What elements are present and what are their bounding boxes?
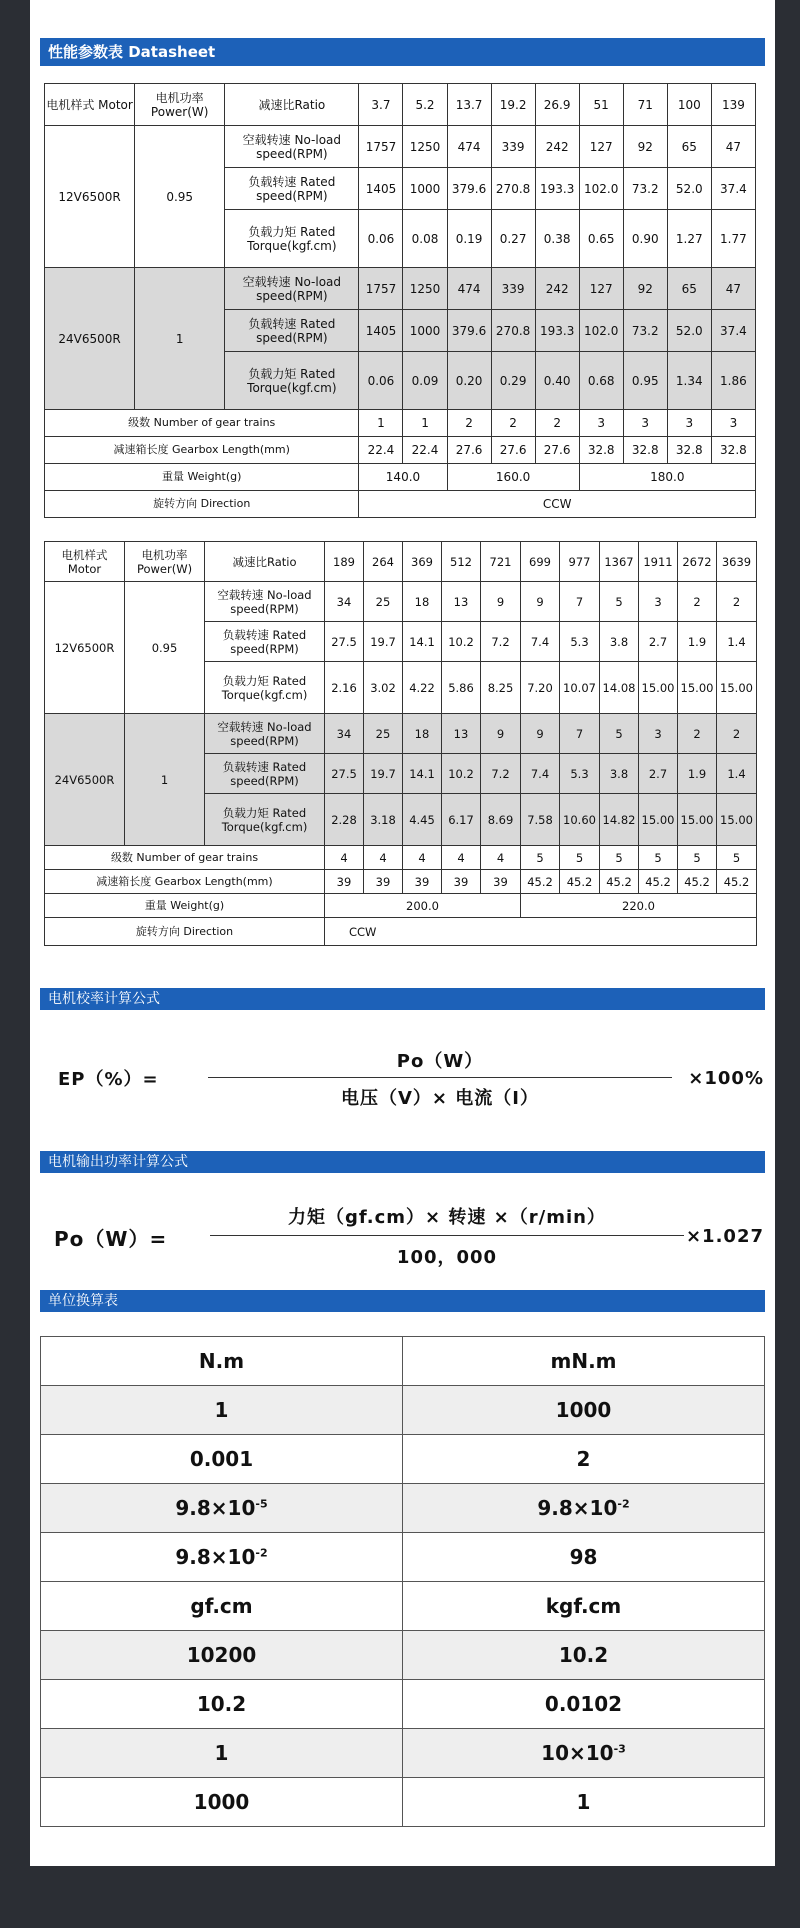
header-ratio: 减速比Ratio bbox=[225, 84, 359, 126]
value-cell: 7.2 bbox=[481, 754, 521, 794]
motor-12v-power: 0.95 bbox=[135, 126, 225, 268]
value-cell: 27.6 bbox=[447, 437, 491, 464]
weight-cell: 160.0 bbox=[447, 464, 579, 491]
header-power: 电机功率 Power(W) bbox=[125, 542, 205, 582]
value-cell: 14.1 bbox=[403, 622, 442, 662]
value-cell: 5.3 bbox=[560, 754, 600, 794]
unit-row bbox=[41, 1533, 765, 1582]
efficiency-formula-multiplier: ×100% bbox=[688, 1068, 764, 1089]
value-cell: 14.1 bbox=[403, 754, 442, 794]
value-cell: 39 bbox=[481, 870, 521, 894]
value-cell: 1.9 bbox=[678, 754, 717, 794]
value-cell: 27.5 bbox=[325, 622, 364, 662]
value-cell: 193.3 bbox=[535, 310, 579, 352]
value-cell: 4 bbox=[403, 846, 442, 870]
exponent: -2 bbox=[255, 1546, 268, 1560]
value-cell: 0.06 bbox=[359, 352, 403, 410]
value-cell: 19.7 bbox=[364, 622, 403, 662]
value-cell: 0.08 bbox=[403, 210, 447, 268]
datasheet-banner: 性能参数表 Datasheet bbox=[40, 38, 765, 66]
value-cell: 39 bbox=[325, 870, 364, 894]
value-cell: 52.0 bbox=[667, 168, 711, 210]
value-cell: 52.0 bbox=[667, 310, 711, 352]
value-cell: 9 bbox=[521, 714, 560, 754]
direction-cell: CCW bbox=[359, 491, 756, 518]
exponent: -2 bbox=[617, 1497, 630, 1511]
value-cell: 65 bbox=[667, 268, 711, 310]
value-cell: 92 bbox=[623, 126, 667, 168]
unit-row bbox=[41, 1582, 765, 1631]
value-cell: 1.27 bbox=[667, 210, 711, 268]
value-cell: 14.08 bbox=[600, 662, 639, 714]
output-power-formula-banner: 电机输出功率计算公式 bbox=[40, 1151, 765, 1173]
unit-cell: $9.8\times 10^{-2}$ bbox=[403, 1484, 765, 1533]
efficiency-formula-banner: 电机校率计算公式 bbox=[40, 988, 765, 1010]
label-direction: 旋转方向 Direction bbox=[45, 918, 325, 946]
value-cell: 3 bbox=[639, 714, 678, 754]
value-cell: 474 bbox=[447, 268, 491, 310]
label-direction: 旋转方向 Direction bbox=[45, 491, 359, 518]
value-cell: 1757 bbox=[359, 268, 403, 310]
value-cell: 15.00 bbox=[639, 662, 678, 714]
value-cell: 7.58 bbox=[521, 794, 560, 846]
label-rated: 负载转速 Rated speed(RPM) bbox=[205, 622, 325, 662]
value-cell: 3 bbox=[623, 410, 667, 437]
value-cell: 2 bbox=[491, 410, 535, 437]
ratio-cell: 3639 bbox=[717, 542, 757, 582]
header-motor: 电机样式 Motor bbox=[45, 84, 135, 126]
ratio-cell: 3.7 bbox=[359, 84, 403, 126]
label-rated: 负载转速 Rated speed(RPM) bbox=[225, 168, 359, 210]
value-cell: 9 bbox=[481, 582, 521, 622]
value-cell: 19.7 bbox=[364, 754, 403, 794]
value-cell: 45.2 bbox=[678, 870, 717, 894]
label-rated: 负载转速 Rated speed(RPM) bbox=[225, 310, 359, 352]
value-cell: 474 bbox=[447, 126, 491, 168]
value-cell: 5.86 bbox=[442, 662, 481, 714]
output-formula-lhs: Po（W）= bbox=[54, 1227, 168, 1251]
value-cell: 1 bbox=[403, 410, 447, 437]
ratio-cell: 5.2 bbox=[403, 84, 447, 126]
value-cell: 1405 bbox=[359, 310, 403, 352]
value-cell: 15.00 bbox=[678, 662, 717, 714]
value-cell: 39 bbox=[403, 870, 442, 894]
ratio-cell: 977 bbox=[560, 542, 600, 582]
unit-cell: N.m bbox=[41, 1337, 403, 1386]
value-cell: 73.2 bbox=[623, 310, 667, 352]
value-cell: 270.8 bbox=[491, 168, 535, 210]
value-cell: 3.8 bbox=[600, 754, 639, 794]
value-cell: 3.8 bbox=[600, 622, 639, 662]
efficiency-formula-denominator: 电压（V）× 电流（I） bbox=[341, 1088, 539, 1109]
value-cell: 1250 bbox=[403, 126, 447, 168]
motor-12v-name: 12V6500R bbox=[45, 126, 135, 268]
value-cell: 8.69 bbox=[481, 794, 521, 846]
unit-row bbox=[41, 1680, 765, 1729]
unit-cell: 1000 bbox=[403, 1386, 765, 1435]
value-cell: 0.68 bbox=[579, 352, 623, 410]
value-cell: 10.07 bbox=[560, 662, 600, 714]
value-cell: 0.19 bbox=[447, 210, 491, 268]
value-cell: 45.2 bbox=[717, 870, 757, 894]
value-cell: 39 bbox=[364, 870, 403, 894]
value-cell: 32.8 bbox=[579, 437, 623, 464]
value-cell: 2.16 bbox=[325, 662, 364, 714]
output-formula-denominator: 100，000 bbox=[396, 1247, 498, 1268]
value-cell: 18 bbox=[403, 582, 442, 622]
value-cell: 45.2 bbox=[639, 870, 678, 894]
value-cell: 2.28 bbox=[325, 794, 364, 846]
exponent: -3 bbox=[613, 1742, 626, 1756]
value-cell: 7 bbox=[560, 582, 600, 622]
value-cell: 0.65 bbox=[579, 210, 623, 268]
value-cell: 37.4 bbox=[711, 168, 755, 210]
unit-cell: 1 bbox=[41, 1729, 403, 1778]
header-power: 电机功率 Power(W) bbox=[135, 84, 225, 126]
value-cell: 0.29 bbox=[491, 352, 535, 410]
value-cell: 1.9 bbox=[678, 622, 717, 662]
value-cell: 5.3 bbox=[560, 622, 600, 662]
label-noload: 空载转速 No-load speed(RPM) bbox=[225, 126, 359, 168]
value-cell: 3 bbox=[579, 410, 623, 437]
motor-12v-power: 0.95 bbox=[125, 582, 205, 714]
value-cell: 0.38 bbox=[535, 210, 579, 268]
value-cell: 0.27 bbox=[491, 210, 535, 268]
value-cell: 1250 bbox=[403, 268, 447, 310]
value-cell: 1.4 bbox=[717, 622, 757, 662]
ratio-cell: 512 bbox=[442, 542, 481, 582]
ratio-cell: 19.2 bbox=[491, 84, 535, 126]
datasheet-page bbox=[30, 0, 775, 1866]
value-cell: 7.4 bbox=[521, 622, 560, 662]
value-cell: 34 bbox=[325, 714, 364, 754]
unit-cell: gf.cm bbox=[41, 1582, 403, 1631]
value-cell: 0.40 bbox=[535, 352, 579, 410]
value-cell: 45.2 bbox=[600, 870, 639, 894]
value-cell: 25 bbox=[364, 714, 403, 754]
label-torque: 负载力矩 Rated Torque(kgf.cm) bbox=[225, 352, 359, 410]
value-cell: 10.60 bbox=[560, 794, 600, 846]
value-cell: 5 bbox=[600, 582, 639, 622]
unit-cell: 1 bbox=[41, 1386, 403, 1435]
value-cell: 7.20 bbox=[521, 662, 560, 714]
value-cell: 15.00 bbox=[717, 794, 757, 846]
unit-conversion-table bbox=[40, 1336, 765, 1827]
value-cell: 1757 bbox=[359, 126, 403, 168]
value-cell: 22.4 bbox=[359, 437, 403, 464]
value-cell: 1.34 bbox=[667, 352, 711, 410]
unit-cell: 0.001 bbox=[41, 1435, 403, 1484]
value-cell: 15.00 bbox=[678, 794, 717, 846]
label-noload: 空载转速 No-load speed(RPM) bbox=[225, 268, 359, 310]
motor-24v-power: 1 bbox=[125, 714, 205, 846]
value-cell: 45.2 bbox=[560, 870, 600, 894]
unit-cell: 10200 bbox=[41, 1631, 403, 1680]
value-cell: 4 bbox=[325, 846, 364, 870]
value-cell: 3.18 bbox=[364, 794, 403, 846]
value-cell: 379.6 bbox=[447, 310, 491, 352]
ratio-cell: 721 bbox=[481, 542, 521, 582]
label-weight: 重量 Weight(g) bbox=[45, 894, 325, 918]
value-cell: 0.95 bbox=[623, 352, 667, 410]
value-cell: 2.7 bbox=[639, 754, 678, 794]
value-cell: 47 bbox=[711, 268, 755, 310]
value-cell: 9 bbox=[521, 582, 560, 622]
label-torque: 负载力矩 Rated Torque(kgf.cm) bbox=[205, 662, 325, 714]
value-cell: 1.4 bbox=[717, 754, 757, 794]
value-cell: 5 bbox=[560, 846, 600, 870]
output-formula-numerator: 力矩（gf.cm）× 转速 ×（r/min） bbox=[288, 1207, 606, 1228]
value-cell: 2 bbox=[678, 582, 717, 622]
value-cell: 193.3 bbox=[535, 168, 579, 210]
value-cell: 270.8 bbox=[491, 310, 535, 352]
efficiency-formula-numerator: Po（W） bbox=[396, 1051, 484, 1072]
value-cell: 32.8 bbox=[667, 437, 711, 464]
value-cell: 127 bbox=[579, 126, 623, 168]
value-cell: 22.4 bbox=[403, 437, 447, 464]
label-gearbox-length: 减速箱长度 Gearbox Length(mm) bbox=[45, 437, 359, 464]
value-cell: 2 bbox=[678, 714, 717, 754]
value-cell: 2 bbox=[535, 410, 579, 437]
ratio-cell: 100 bbox=[667, 84, 711, 126]
value-cell: 2 bbox=[447, 410, 491, 437]
unit-cell: $9.8\times 10^{-5}$ bbox=[41, 1484, 403, 1533]
value-cell: 73.2 bbox=[623, 168, 667, 210]
value-cell: 102.0 bbox=[579, 168, 623, 210]
unit-cell: $10\times 10^{-3}$ bbox=[403, 1729, 765, 1778]
label-torque: 负载力矩 Rated Torque(kgf.cm) bbox=[225, 210, 359, 268]
unit-cell: 2 bbox=[403, 1435, 765, 1484]
value-cell: 3.02 bbox=[364, 662, 403, 714]
value-cell: 0.90 bbox=[623, 210, 667, 268]
value-cell: 65 bbox=[667, 126, 711, 168]
value-cell: 3 bbox=[639, 582, 678, 622]
ratio-cell: 264 bbox=[364, 542, 403, 582]
ratio-cell: 369 bbox=[403, 542, 442, 582]
unit-row bbox=[41, 1337, 765, 1386]
value-cell: 1 bbox=[359, 410, 403, 437]
output-formula-fraction-line bbox=[210, 1235, 684, 1236]
value-cell: 27.5 bbox=[325, 754, 364, 794]
value-cell: 127 bbox=[579, 268, 623, 310]
label-gearbox-length: 减速箱长度 Gearbox Length(mm) bbox=[45, 870, 325, 894]
value-cell: 242 bbox=[535, 126, 579, 168]
value-cell: 1.86 bbox=[711, 352, 755, 410]
value-cell: 4 bbox=[442, 846, 481, 870]
value-cell: 47 bbox=[711, 126, 755, 168]
label-torque: 负载力矩 Rated Torque(kgf.cm) bbox=[205, 794, 325, 846]
value-cell: 5 bbox=[600, 846, 639, 870]
value-cell: 4.22 bbox=[403, 662, 442, 714]
value-cell: 13 bbox=[442, 714, 481, 754]
unit-row bbox=[41, 1435, 765, 1484]
value-cell: 7 bbox=[560, 714, 600, 754]
unit-conversion-banner: 单位换算表 bbox=[40, 1290, 765, 1312]
label-gear-trains: 级数 Number of gear trains bbox=[45, 846, 325, 870]
label-rated: 负载转速 Rated speed(RPM) bbox=[205, 754, 325, 794]
ratio-cell: 26.9 bbox=[535, 84, 579, 126]
value-cell: 15.00 bbox=[639, 794, 678, 846]
ratio-cell: 1911 bbox=[639, 542, 678, 582]
efficiency-formula-fraction-line bbox=[208, 1077, 672, 1078]
unit-cell: $9.8\times 10^{-2}$ bbox=[41, 1533, 403, 1582]
value-cell: 10.2 bbox=[442, 754, 481, 794]
ratio-cell: 2672 bbox=[678, 542, 717, 582]
datasheet-table-2 bbox=[44, 541, 757, 946]
motor-24v-name: 24V6500R bbox=[45, 268, 135, 410]
value-cell: 5 bbox=[639, 846, 678, 870]
ratio-cell: 699 bbox=[521, 542, 560, 582]
value-cell: 339 bbox=[491, 268, 535, 310]
unit-cell: 10.2 bbox=[41, 1680, 403, 1729]
value-cell: 102.0 bbox=[579, 310, 623, 352]
ratio-cell: 51 bbox=[579, 84, 623, 126]
value-cell: 25 bbox=[364, 582, 403, 622]
value-cell: 1000 bbox=[403, 310, 447, 352]
value-cell: 5 bbox=[717, 846, 757, 870]
value-cell: 37.4 bbox=[711, 310, 755, 352]
value-cell: 13 bbox=[442, 582, 481, 622]
value-cell: 5 bbox=[600, 714, 639, 754]
unit-cell: 1 bbox=[403, 1778, 765, 1827]
motor-24v-name: 24V6500R bbox=[45, 714, 125, 846]
unit-cell: kgf.cm bbox=[403, 1582, 765, 1631]
efficiency-formula-lhs: EP（%）= bbox=[58, 1069, 159, 1090]
weight-cell: 140.0 bbox=[359, 464, 447, 491]
value-cell: 92 bbox=[623, 268, 667, 310]
value-cell: 0.20 bbox=[447, 352, 491, 410]
value-cell: 10.2 bbox=[442, 622, 481, 662]
unit-row bbox=[41, 1778, 765, 1827]
value-cell: 7.2 bbox=[481, 622, 521, 662]
ratio-cell: 189 bbox=[325, 542, 364, 582]
unit-cell: 98 bbox=[403, 1533, 765, 1582]
value-cell: 34 bbox=[325, 582, 364, 622]
ratio-cell: 1367 bbox=[600, 542, 639, 582]
ratio-cell: 13.7 bbox=[447, 84, 491, 126]
value-cell: 32.8 bbox=[711, 437, 755, 464]
value-cell: 2.7 bbox=[639, 622, 678, 662]
label-gear-trains: 级数 Number of gear trains bbox=[45, 410, 359, 437]
unit-cell: mN.m bbox=[403, 1337, 765, 1386]
value-cell: 5 bbox=[521, 846, 560, 870]
weight-cell: 200.0 bbox=[325, 894, 521, 918]
value-cell: 27.6 bbox=[535, 437, 579, 464]
value-cell: 15.00 bbox=[717, 662, 757, 714]
value-cell: 5 bbox=[678, 846, 717, 870]
label-weight: 重量 Weight(g) bbox=[45, 464, 359, 491]
unit-row bbox=[41, 1631, 765, 1680]
unit-row bbox=[41, 1484, 765, 1533]
header-motor: 电机样式 Motor bbox=[45, 542, 125, 582]
value-cell: 9 bbox=[481, 714, 521, 754]
direction-cell: CCW bbox=[325, 918, 757, 946]
label-noload: 空载转速 No-load speed(RPM) bbox=[205, 714, 325, 754]
value-cell: 2 bbox=[717, 582, 757, 622]
unit-cell: 10.2 bbox=[403, 1631, 765, 1680]
value-cell: 3 bbox=[711, 410, 755, 437]
ratio-cell: 71 bbox=[623, 84, 667, 126]
output-formula-multiplier: ×1.027 bbox=[685, 1226, 764, 1247]
value-cell: 7.4 bbox=[521, 754, 560, 794]
value-cell: 242 bbox=[535, 268, 579, 310]
value-cell: 32.8 bbox=[623, 437, 667, 464]
weight-cell: 220.0 bbox=[521, 894, 757, 918]
value-cell: 4 bbox=[364, 846, 403, 870]
value-cell: 8.25 bbox=[481, 662, 521, 714]
unit-row bbox=[41, 1729, 765, 1778]
datasheet-table-1 bbox=[44, 83, 756, 518]
value-cell: 0.06 bbox=[359, 210, 403, 268]
label-noload: 空载转速 No-load speed(RPM) bbox=[205, 582, 325, 622]
header-ratio: 减速比Ratio bbox=[205, 542, 325, 582]
value-cell: 379.6 bbox=[447, 168, 491, 210]
value-cell: 39 bbox=[442, 870, 481, 894]
unit-cell: 1000 bbox=[41, 1778, 403, 1827]
unit-cell: 0.0102 bbox=[403, 1680, 765, 1729]
motor-12v-name: 12V6500R bbox=[45, 582, 125, 714]
weight-cell: 180.0 bbox=[579, 464, 755, 491]
value-cell: 18 bbox=[403, 714, 442, 754]
value-cell: 45.2 bbox=[521, 870, 560, 894]
value-cell: 6.17 bbox=[442, 794, 481, 846]
value-cell: 4 bbox=[481, 846, 521, 870]
value-cell: 1405 bbox=[359, 168, 403, 210]
value-cell: 3 bbox=[667, 410, 711, 437]
value-cell: 14.82 bbox=[600, 794, 639, 846]
value-cell: 4.45 bbox=[403, 794, 442, 846]
value-cell: 27.6 bbox=[491, 437, 535, 464]
value-cell: 1.77 bbox=[711, 210, 755, 268]
value-cell: 1000 bbox=[403, 168, 447, 210]
unit-row bbox=[41, 1386, 765, 1435]
motor-24v-power: 1 bbox=[135, 268, 225, 410]
ratio-cell: 139 bbox=[711, 84, 755, 126]
value-cell: 0.09 bbox=[403, 352, 447, 410]
value-cell: 339 bbox=[491, 126, 535, 168]
exponent: -5 bbox=[255, 1497, 268, 1511]
value-cell: 2 bbox=[717, 714, 757, 754]
